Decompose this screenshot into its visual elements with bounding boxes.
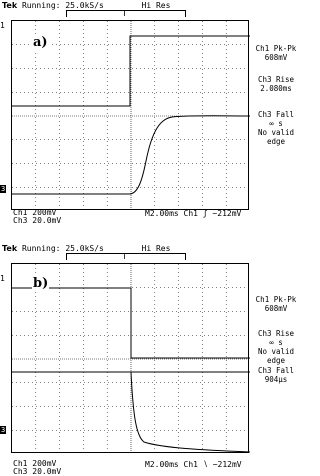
measurement-title: Ch3 Rise (257, 75, 295, 84)
ch3-fall-measurement (252, 366, 300, 384)
status-header (2, 1, 170, 10)
panel-label: b) (33, 276, 49, 291)
acquisition-status: Running: 25.0kS/s (21, 1, 104, 10)
measurement-title: Ch1 Pk-Pk (255, 295, 297, 304)
timebase-trigger-readout: M2.00ms Ch1 ʃ −212mV (145, 209, 242, 218)
measurement-note: No valid (257, 347, 295, 356)
panel-label: a) (33, 35, 48, 50)
measurement-title: Ch3 Fall (257, 110, 295, 119)
scope-panel-b (0, 243, 300, 476)
ch1-level-marker: 1 (0, 21, 5, 30)
ch1-scale: Ch1 200mV (13, 208, 57, 217)
oscilloscope-screen (11, 263, 249, 453)
tek-logo: Tek (2, 244, 18, 253)
ch3-level-marker: 3 (1, 185, 6, 193)
measurement-note: edge (266, 356, 286, 365)
ch3-rise-measurement (252, 329, 300, 365)
ch3-level-marker: 3 (1, 426, 6, 434)
trigger-marker: T (122, 9, 127, 18)
measurement-value: 608mV (264, 304, 288, 313)
ch3-scale: Ch3 20.0mV (13, 467, 62, 476)
waveform-plot (12, 264, 250, 454)
ch1-pkpk-measurement (252, 295, 300, 313)
tek-logo: Tek (2, 1, 18, 10)
acquisition-status: Running: 25.0kS/s (21, 244, 104, 253)
acquisition-mode: Hi Res (141, 1, 171, 10)
measurement-title: Ch3 Rise (257, 329, 295, 338)
scope-panel-a (0, 0, 300, 230)
status-header (2, 244, 170, 253)
ch1-level-marker: 1 (0, 274, 5, 283)
measurement-value: 608mV (264, 53, 288, 62)
acquisition-mode: Hi Res (141, 244, 171, 253)
ch1-pkpk-measurement (252, 44, 300, 62)
measurement-note: edge (266, 137, 286, 146)
measurement-title: Ch1 Pk-Pk (255, 44, 297, 53)
ch1-square-wave (12, 288, 250, 358)
ch1-scale: Ch1 200mV (13, 459, 57, 468)
ch3-scale: Ch3 20.0mV (13, 216, 62, 225)
measurement-value: 904µs (264, 375, 288, 384)
oscilloscope-screen (11, 20, 249, 210)
channel-scale-readout (13, 460, 61, 476)
measurement-title: Ch3 Fall (257, 366, 295, 375)
ch3-response-fall (131, 372, 250, 452)
measurement-value: ∞ s (269, 119, 283, 128)
measurement-value: 2.080ms (260, 84, 292, 93)
trigger-marker: T (122, 252, 127, 261)
ch3-rise-measurement (252, 75, 300, 93)
channel-scale-readout (13, 209, 61, 225)
timebase-trigger-readout: M2.00ms Ch1 ∖ −212mV (145, 460, 242, 469)
measurement-note: No valid (257, 128, 295, 137)
ch3-fall-measurement (252, 110, 300, 146)
measurement-value: ∞ s (269, 338, 283, 347)
